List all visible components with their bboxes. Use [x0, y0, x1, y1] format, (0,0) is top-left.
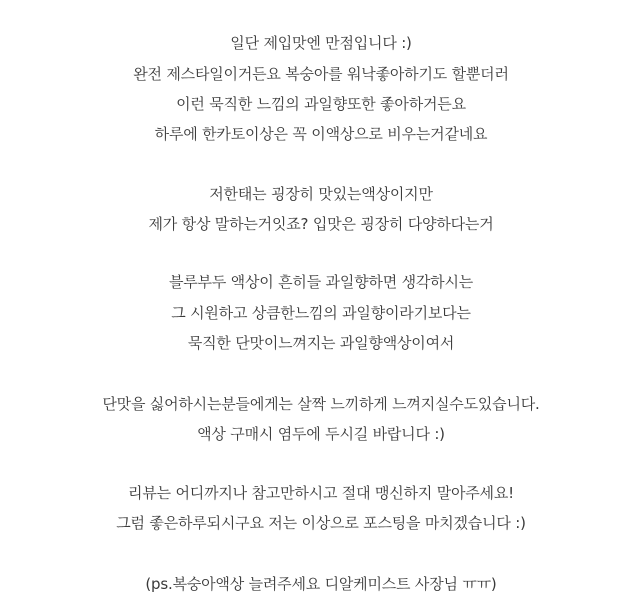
text-line: 하루에 한카토이상은 꼭 이액상으로 비우는거같네요 — [154, 125, 488, 143]
text-line: 블루부두 액상이 흔히들 과일향하면 생각하시는 — [168, 273, 474, 291]
text-line: 완전 제스타일이거든요 복숭아를 워낙좋아하기도 할뿐더러 — [133, 65, 509, 83]
text-line: 이런 묵직한 느낌의 과일향또한 좋아하거든요 — [176, 95, 466, 113]
text-line: 저한태는 굉장히 맛있는액상이지만 — [209, 185, 433, 203]
text-line: 묵직한 단맛이느껴지는 과일향액상이여서 — [187, 334, 455, 352]
text-line: 액상 구매시 염두에 두시길 바랍니다 :) — [197, 425, 445, 443]
text-line: 그 시원하고 상큼한느낌의 과일향이라기보다는 — [171, 304, 471, 322]
text-line: 제가 항상 말하는거잇죠? 입맛은 굉장히 다양하다는거 — [148, 215, 494, 233]
text-line: 리뷰는 어디까지나 참고만하시고 절대 맹신하지 말아주세요! — [128, 484, 514, 502]
text-line: 단맛을 싫어하시는분들에게는 살짝 느끼하게 느껴지실수도있습니다. — [102, 395, 540, 413]
text-line: 그럼 좋은하루되시구요 저는 이상으로 포스팅을 마치겠습니다 :) — [116, 514, 526, 532]
text-line: 일단 제입맛엔 만점입니다 :) — [230, 34, 412, 52]
text-line: (ps.복숭아액상 늘려주세요 디알케미스트 사장님 ㅠㅠ) — [145, 575, 497, 593]
